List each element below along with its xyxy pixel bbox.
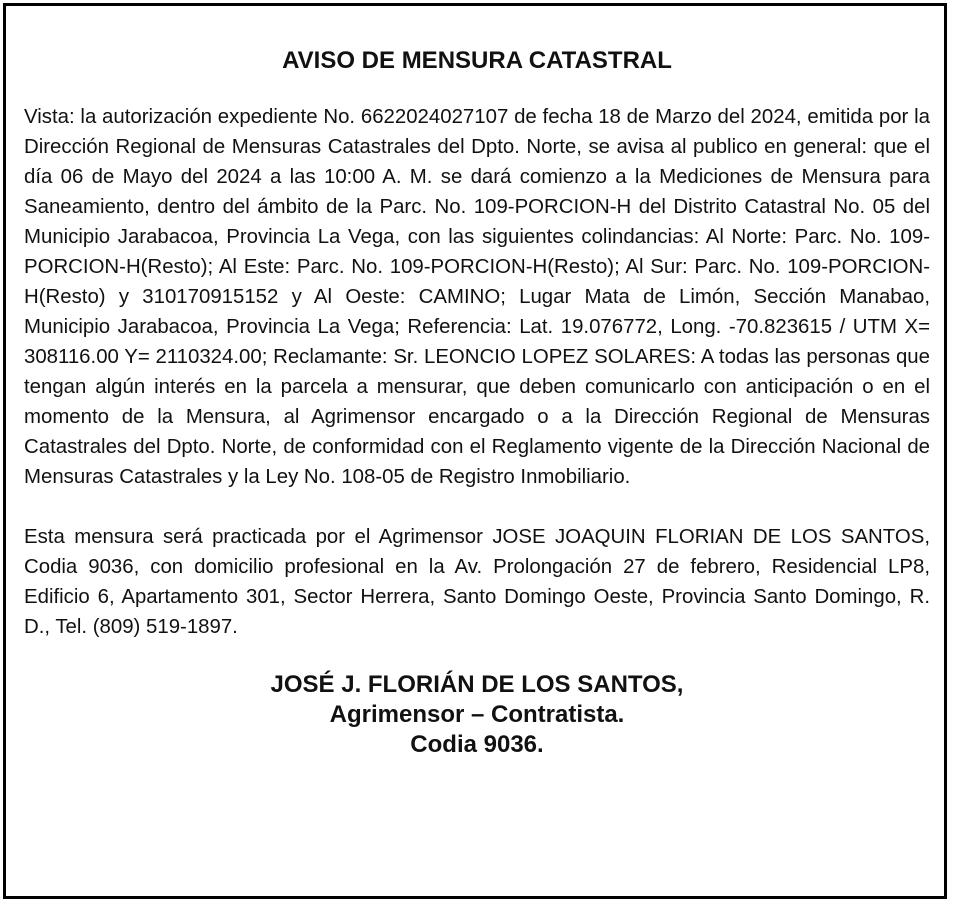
notice-paragraph-surveyor: Esta mensura será practicada por el Agrimensor JOSE JOAQUIN FLORIAN DE LOS SANTOS, Codia 9036, con domicilio profesional en la Av. Prolongación 27 de febrero, Residencial LP8, Edificio 6, Apartamento 301, Sector Herrera, Santo Domingo Oeste, Provincia Santo Domingo, R. D., Tel. (809) 519-1897. [24,526,930,638]
signature-block [24,670,930,760]
signature-role: Agrimensor – Contratista. [329,701,625,728]
notice-box [3,3,947,899]
notice-content [24,44,930,760]
signature-codia: Codia 9036. [410,731,544,758]
signature-name: JOSÉ J. FLORIÁN DE LOS SANTOS, [270,671,684,698]
notice-title: AVISO DE MENSURA CATASTRAL [282,47,672,74]
notice-paragraph-main: Vista: la autorización expediente No. 6622024027107 de fecha 18 de Marzo del 2024, emitida por la Dirección Regional de Mensuras Catastrales del Dpto. Norte, se avisa al publico en general: que el día 06 de Mayo del 2024 a las 10:00 A. M. se dará comienzo a la Mediciones de Mensura para Saneamiento, dentro del ámbito de la Parc. No. 109-PORCION-H del Distrito Catastral No. 05 del Municipio Jarabacoa, Provincia La Vega, con las siguientes colindancias: Al Norte: Parc. No. 109-PORCION-H(Resto); Al Este: Parc. No. 109-PORCION-H(Resto); Al Sur: Parc. No. 109-PORCION-H(Resto) y 310170915152 y Al Oeste: CAMINO; Lugar Mata de Limón, Sección Manabao, Municipio Jarabacoa, Provincia La Vega; Referencia: Lat. 19.076772, Long. -70.823615 / UTM X= 308116.00 Y= 2110324.00; Reclamante: Sr. LEONCIO LOPEZ SOLARES: A todas las personas que tengan algún interés en la parcela a mensurar, que deben comunicarlo con anticipación o en el momento de la Mensura, al Agrimensor encargado o a la Dirección Regional de Mensuras Catastrales del Dpto. Norte, de conformidad con el Reglamento vigente de la Dirección Nacional de Mensuras Catastrales y la Ley No. 108-05 de Registro Inmobiliario. [24,106,930,488]
